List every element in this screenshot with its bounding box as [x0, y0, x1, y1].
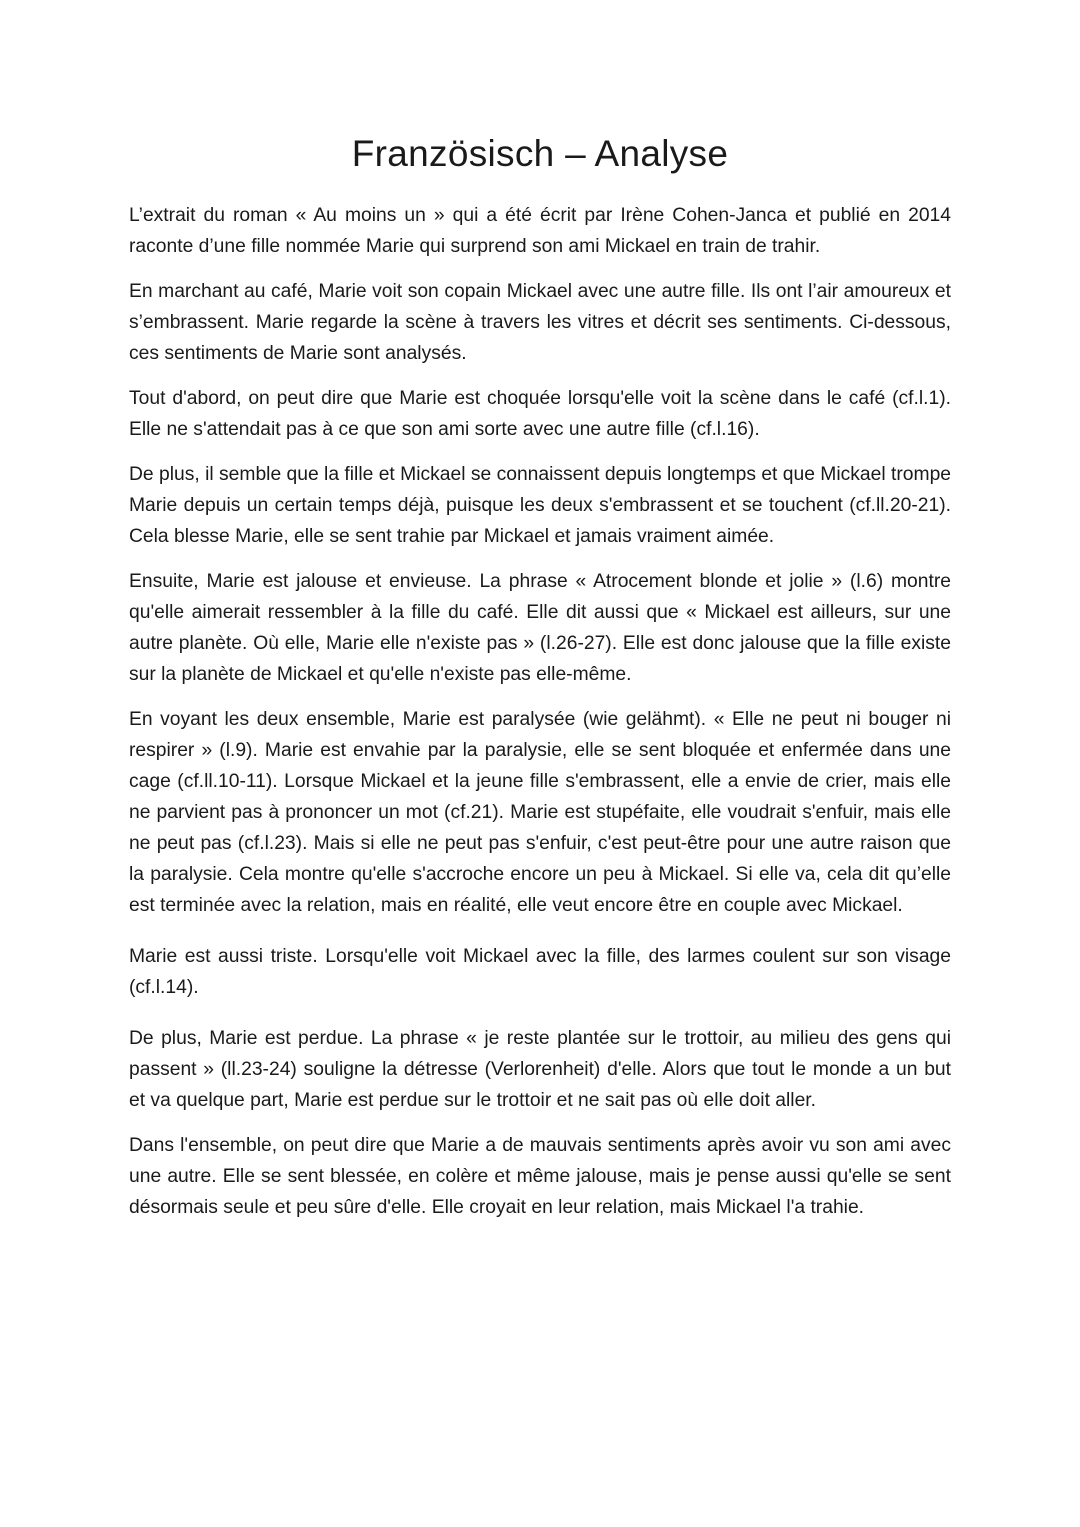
paragraph-conclusion: Dans l'ensemble, on peut dire que Marie a de mauvais sentiments après avoir vu son ami avec une autre. Elle se sent blessée, en colère et même jalouse, mais je pense aussi qu'elle se sent désormais seule et peu sûre d'elle. Elle croyait en leur relation, mais Mickael l'a trahie. — [129, 1135, 951, 1218]
paragraph-paralysis: En voyant les deux ensemble, Marie est paralysée (wie gelähmt). « Elle ne peut ni bouger ni respirer » (l.9). Marie est envahie par la paralysie, elle se sent bloquée et enfermée dans une cage (cf.ll.10-11). Lorsque Mickael et la jeune fille s'embrassent, elle a envie de crier, mais elle ne parvient pas à prononcer un mot (cf.21). Marie est stupéfaite, elle voudrait s'enfuir, mais elle ne peut pas (cf.l.23). Mais si elle ne peut pas s'enfuir, c'est peut-être pour une autre raison que la paralysie. Cela montre qu'elle s'accroche encore un peu à Mickael. Si elle va, cela dit qu’elle est terminée avec la relation, mais en réalité, elle veut encore être en couple avec Mickael. — [129, 709, 951, 916]
paragraph-summary: En marchant au café, Marie voit son copain Mickael avec une autre fille. Ils ont l’air amoureux et s’embrassent. Marie regarde la scène à travers les vitres et décrit ses sentiments. Ci-dessous, ces sentiments de Marie sont analysés. — [129, 281, 951, 364]
page-title: Französisch – Analyse — [351, 133, 729, 174]
paragraph-betrayal: De plus, il semble que la fille et Mickael se connaissent depuis longtemps et que Mickael trompe Marie depuis un certain temps déjà, puisque les deux s'embrassent et se touchent (cf.ll.20-21). Cela blesse Marie, elle se sent trahie par Mickael et jamais vraiment aimée. — [129, 464, 952, 547]
paragraph-sadness: Marie est aussi triste. Lorsqu'elle voit Mickael avec la fille, des larmes coulent sur son visage (cf.l.14). — [129, 946, 951, 998]
paragraph-lost: De plus, Marie est perdue. La phrase « je reste plantée sur le trottoir, au milieu des gens qui passent » (ll.23-24) souligne la détresse (Verlorenheit) d'elle. Alors que tout le monde a un but et va quelque part, Marie est perdue sur le trottoir et ne sait pas où elle doit aller. — [129, 1028, 951, 1111]
paragraph-jealousy: Ensuite, Marie est jalouse et envieuse. La phrase « Atrocement blonde et jolie » (l.6) montre qu'elle aimerait ressembler à la fille du café. Elle dit aussi que « Mickael est ailleurs, sur une autre planète. Où elle, Marie elle n'existe pas » (l.26-27). Elle est donc jalouse que la fille existe sur la planète de Mickael et qu'elle n'existe pas elle-même. — [129, 571, 951, 685]
document-body — [129, 200, 951, 1237]
paragraph-introduction: L’extrait du roman « Au moins un » qui a été écrit par Irène Cohen-Janca et publié en 2014 raconte d’une fille nommée Marie qui surprend son ami Mickael en train de trahir. — [129, 205, 951, 257]
paragraph-shock: Tout d'abord, on peut dire que Marie est choquée lorsqu'elle voit la scène dans le café (cf.l.1). Elle ne s'attendait pas à ce que son ami sorte avec une autre fille (cf.l.16). — [129, 388, 951, 440]
